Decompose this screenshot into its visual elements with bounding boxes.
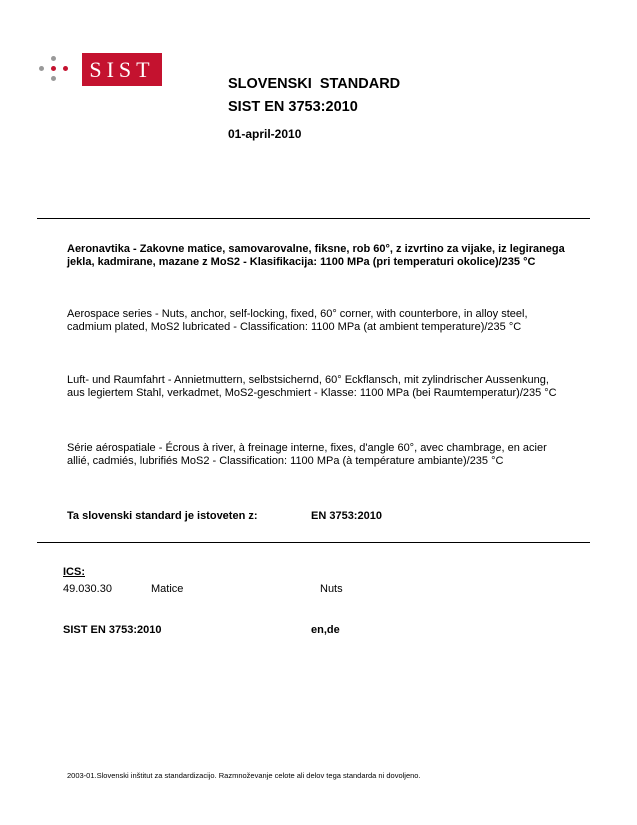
identical-label: Ta slovenski standard je istoveten z: (67, 510, 258, 522)
logo-dot-icon (39, 66, 44, 71)
bottom-divider (37, 542, 590, 543)
standard-id: SIST EN 3753:2010 (228, 99, 358, 115)
title-english: Aerospace series - Nuts, anchor, self-locking, fixed, 60° corner, with counterbore, in alloy steel, cadmium plated, MoS2 lubricated - Classification: 1100 MPa (at ambient temperature)/235 °C (67, 308, 528, 333)
top-divider (37, 218, 590, 219)
standard-id-bottom: SIST EN 3753:2010 (63, 624, 162, 636)
logo-dot-icon (63, 66, 68, 71)
ics-slovenian: Matice (151, 583, 184, 595)
standard-heading: SLOVENSKI STANDARD (228, 76, 401, 92)
logo-wordmark: SIST (82, 53, 162, 86)
logo-dot-icon (51, 56, 56, 61)
publication-date: 01-april-2010 (228, 127, 302, 141)
title-german: Luft- und Raumfahrt - Annietmuttern, selbstsichernd, 60° Eckflansch, mit zylindrischer Aussenkung, aus legiertem Stahl, verkadmet, MoS2-geschmiert - Klasse: 1100 MPa (bei Raumtemperatur)/235 °C (67, 374, 557, 399)
logo-dot-icon (51, 66, 56, 71)
title-french: Série aérospatiale - Écrous à river, à freinage interne, fixes, d'angle 60°, avec chambrage, en acier allié, cadmiés, lubrifiés MoS2 - Classification: 1100 MPa (à température ambiante)/235 °C (67, 442, 547, 467)
identical-value: EN 3753:2010 (311, 510, 382, 522)
ics-code: 49.030.30 (63, 583, 112, 595)
logo-dot-icon (51, 76, 56, 81)
title-slovenian: Aeronavtika - Zakovne matice, samovarovalne, fiksne, rob 60°, z izvrtino za vijake, iz legiranega jekla, kadmirane, mazane z MoS2 - Klasifikacija: 1100 MPa (pri temperaturi okolice)/235 °C (67, 243, 565, 268)
language-codes: en,de (311, 624, 340, 636)
ics-english: Nuts (320, 583, 343, 595)
copyright-notice: 2003-01.Slovenski inštitut za standardizacijo. Razmnoževanje celote ali delov tega standarda ni dovoljeno. (67, 771, 421, 780)
ics-heading: ICS: (63, 566, 85, 578)
